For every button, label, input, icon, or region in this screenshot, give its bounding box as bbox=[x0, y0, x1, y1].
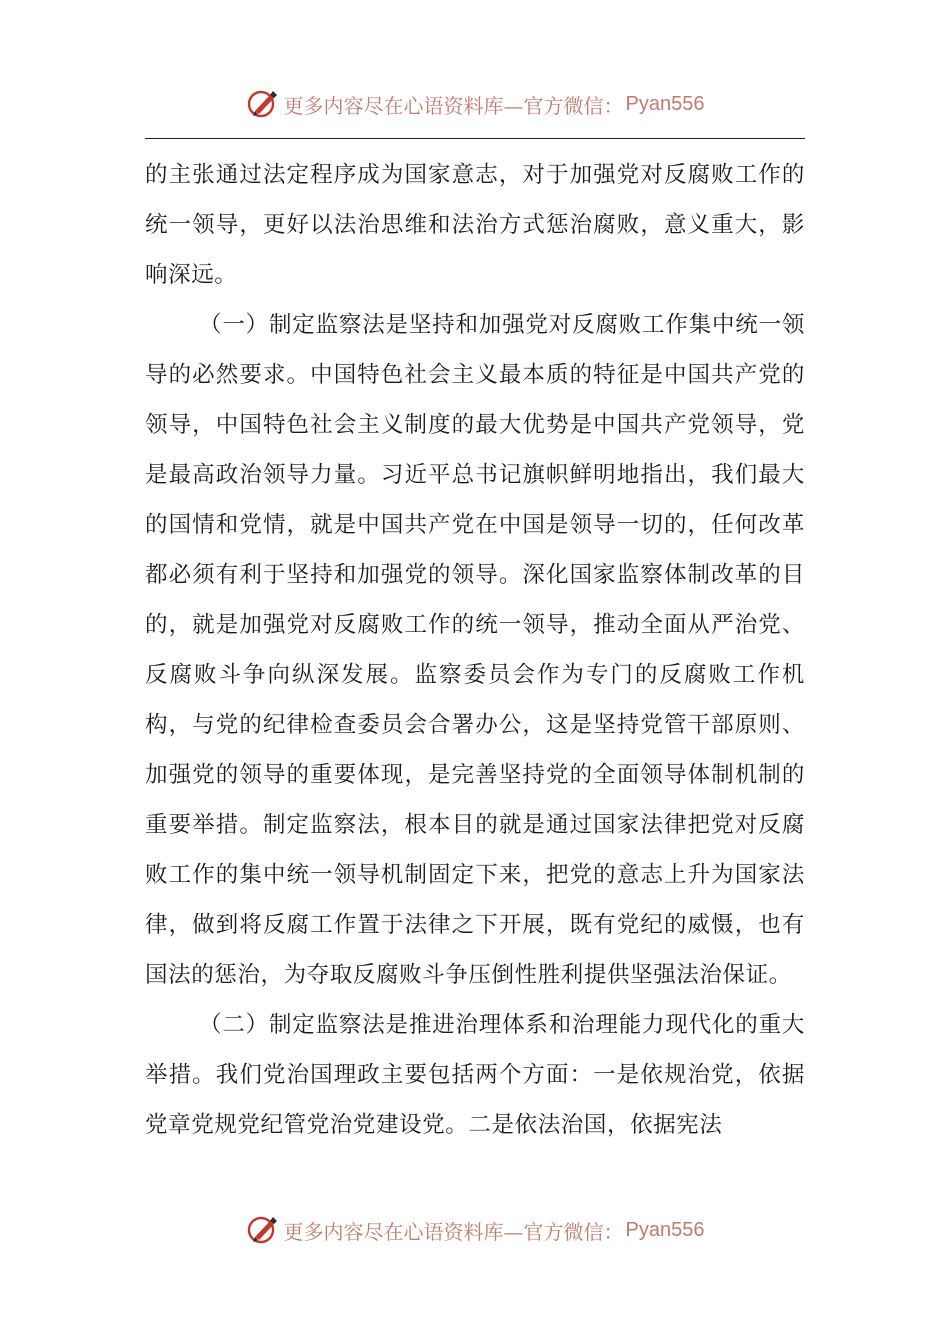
header-banner-code: Pyan556 bbox=[625, 92, 705, 115]
paragraph-3: （二）制定监察法是推进治理体系和治理能力现代化的重大举措。我们党治国理政主要包括两个方面：一是依规治党，依据党章党规党纪管党治党建设党。二是依法治国，依据宪法 bbox=[145, 1012, 805, 1138]
header-divider bbox=[145, 138, 805, 139]
header-banner bbox=[0, 84, 950, 124]
header-banner-text: 更多内容尽在心语资料库—官方微信： bbox=[283, 93, 624, 118]
document-body bbox=[145, 150, 805, 1150]
paragraph-2: （一）制定监察法是坚持和加强党对反腐败工作集中统一领导的必然要求。中国特色社会主义最本质的特征是中国共产党的领导，中国特色社会主义制度的最大优势是中国共产党领导，党是最高政治领导力量。习近平总书记旗帜鲜明地指出，我们最大的国情和党情，就是中国共产党在中国是领导一切的，任何改革都必须有利于坚持和加强党的领导。深化国家监察体制改革的目的，就是加强党对反腐败工作的统一领导，推动全面从严治党、反腐败斗争向纵深发展。监察委员会作为专门的反腐败工作机构，与党的纪律检查委员会合署办公，这是坚持党管干部原则、加强党的领导的重要体现，是完善坚持党的全面领导体制机制的重要举措。制定监察法，根本目的就是通过国家法律把党对反腐败工作的集中统一领导机制固定下来，把党的意志上升为国家法律，做到将反腐工作置于法律之下开展，既有党纪的威慑，也有国法的惩治，为夺取反腐败斗争压倒性胜利提供坚强法治保证。 bbox=[145, 312, 805, 988]
footer-banner-text: 更多内容尽在心语资料库—官方微信： bbox=[283, 1219, 624, 1244]
paragraph-1: 的主张通过法定程序成为国家意志，对于加强党对反腐败工作的统一领导，更好以法治思维和法治方式惩治腐败，意义重大，影响深远。 bbox=[145, 162, 805, 288]
footer-banner-code: Pyan556 bbox=[625, 1218, 705, 1241]
pen-logo-icon bbox=[246, 1213, 280, 1247]
pen-logo-icon bbox=[246, 87, 280, 121]
footer-banner bbox=[0, 1210, 950, 1250]
